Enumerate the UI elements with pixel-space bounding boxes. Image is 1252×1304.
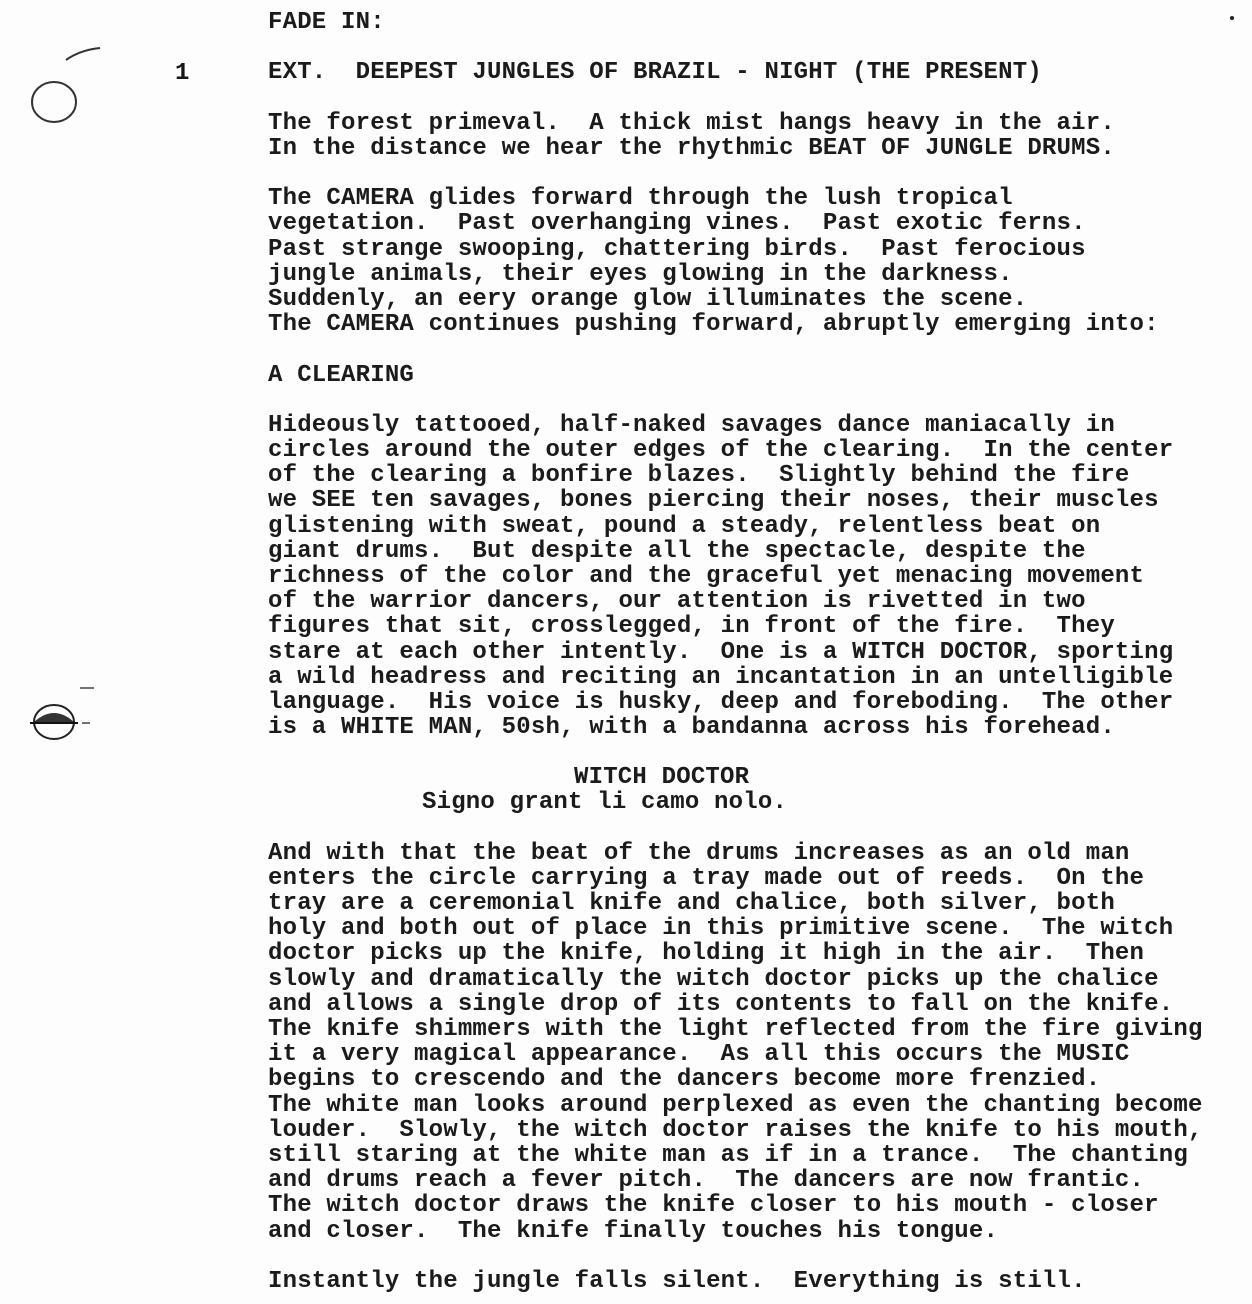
action-line: glistening with sweat, pound a steady, relentless beat on xyxy=(268,513,1101,540)
action-line: holy and both out of place in this primitive scene. The witch xyxy=(268,915,1174,942)
action-line: In the distance we hear the rhythmic BEAT OF JUNGLE DRUMS. xyxy=(268,135,1115,162)
action-line: jungle animals, their eyes glowing in the darkness. xyxy=(268,261,1013,288)
action-line: The knife shimmers with the light reflected from the fire giving xyxy=(268,1016,1203,1043)
page-speck xyxy=(1230,16,1234,20)
action-line: The CAMERA continues pushing forward, abruptly emerging into: xyxy=(268,311,1159,338)
action-line: figures that sit, crosslegged, in front of the fire. They xyxy=(268,613,1115,640)
action-line: louder. Slowly, the witch doctor raises the knife to his mouth, xyxy=(268,1117,1203,1144)
action-line: of the clearing a bonfire blazes. Slightly behind the fire xyxy=(268,462,1130,489)
action-line: circles around the outer edges of the clearing. In the center xyxy=(268,437,1174,464)
scene-heading: EXT. DEEPEST JUNGLES OF BRAZIL - NIGHT (THE PRESENT) xyxy=(268,59,1042,86)
action-line: Hideously tattooed, half-naked savages dance maniacally in xyxy=(268,412,1115,439)
action-line: The white man looks around perplexed as even the chanting become xyxy=(268,1092,1203,1119)
action-line: The CAMERA glides forward through the lush tropical xyxy=(268,185,1013,212)
action-line: tray are a ceremonial knife and chalice, both silver, both xyxy=(268,890,1115,917)
action-line: Instantly the jungle falls silent. Everything is still. xyxy=(268,1268,1086,1295)
action-line: and allows a single drop of its contents to fall on the knife. xyxy=(268,991,1174,1018)
action-line: slowly and dramatically the witch doctor picks up the chalice xyxy=(268,966,1159,993)
scene-subheading: A CLEARING xyxy=(268,362,415,389)
action-line: Past strange swooping, chattering birds. Past ferocious xyxy=(268,236,1086,263)
action-line: and drums reach a fever pitch. The dancers are now frantic. xyxy=(268,1167,1145,1194)
action-line: and closer. The knife finally touches his tongue. xyxy=(268,1218,999,1245)
action-line: Suddenly, an eery orange glow illuminates the scene. xyxy=(268,286,1028,313)
scene-number: 1 xyxy=(175,60,190,87)
action-line: it a very magical appearance. As all this occurs the MUSIC xyxy=(268,1041,1130,1068)
action-line: And with that the beat of the drums increases as an old man xyxy=(268,840,1130,867)
action-line: we SEE ten savages, bones piercing their noses, their muscles xyxy=(268,487,1159,514)
action-line: enters the circle carrying a tray made out of reeds. On the xyxy=(268,865,1145,892)
action-line: of the warrior dancers, our attention is rivetted in two xyxy=(268,588,1086,615)
action-line: doctor picks up the knife, holding it high in the air. Then xyxy=(268,940,1145,967)
action-line: is a WHITE MAN, 50sh, with a bandanna across his forehead. xyxy=(268,714,1115,741)
action-line: The witch doctor draws the knife closer to his mouth - closer xyxy=(268,1192,1159,1219)
fade-in-transition: FADE IN: xyxy=(268,9,385,36)
action-line: a wild headress and reciting an incantation in an untelligible xyxy=(268,664,1174,691)
action-line: richness of the color and the graceful yet menacing movement xyxy=(268,563,1145,590)
action-line: vegetation. Past overhanging vines. Past exotic ferns. xyxy=(268,210,1086,237)
dialogue-line: Signo grant li camo nolo. xyxy=(422,789,788,816)
action-line: still staring at the white man as if in a trance. The chanting xyxy=(268,1142,1188,1169)
action-line: language. His voice is husky, deep and foreboding. The other xyxy=(268,689,1174,716)
action-line: The forest primeval. A thick mist hangs heavy in the air. xyxy=(268,110,1115,137)
action-line: begins to crescendo and the dancers become more frenzied. xyxy=(268,1066,1101,1093)
binder-hole-punch-mark-icon xyxy=(28,682,98,744)
action-line: stare at each other intently. One is a WITCH DOCTOR, sporting xyxy=(268,639,1174,666)
action-line: giant drums. But despite all the spectacle, despite the xyxy=(268,538,1086,565)
character-name: WITCH DOCTOR xyxy=(574,764,750,791)
hand-drawn-circle-mark-icon xyxy=(28,44,108,126)
